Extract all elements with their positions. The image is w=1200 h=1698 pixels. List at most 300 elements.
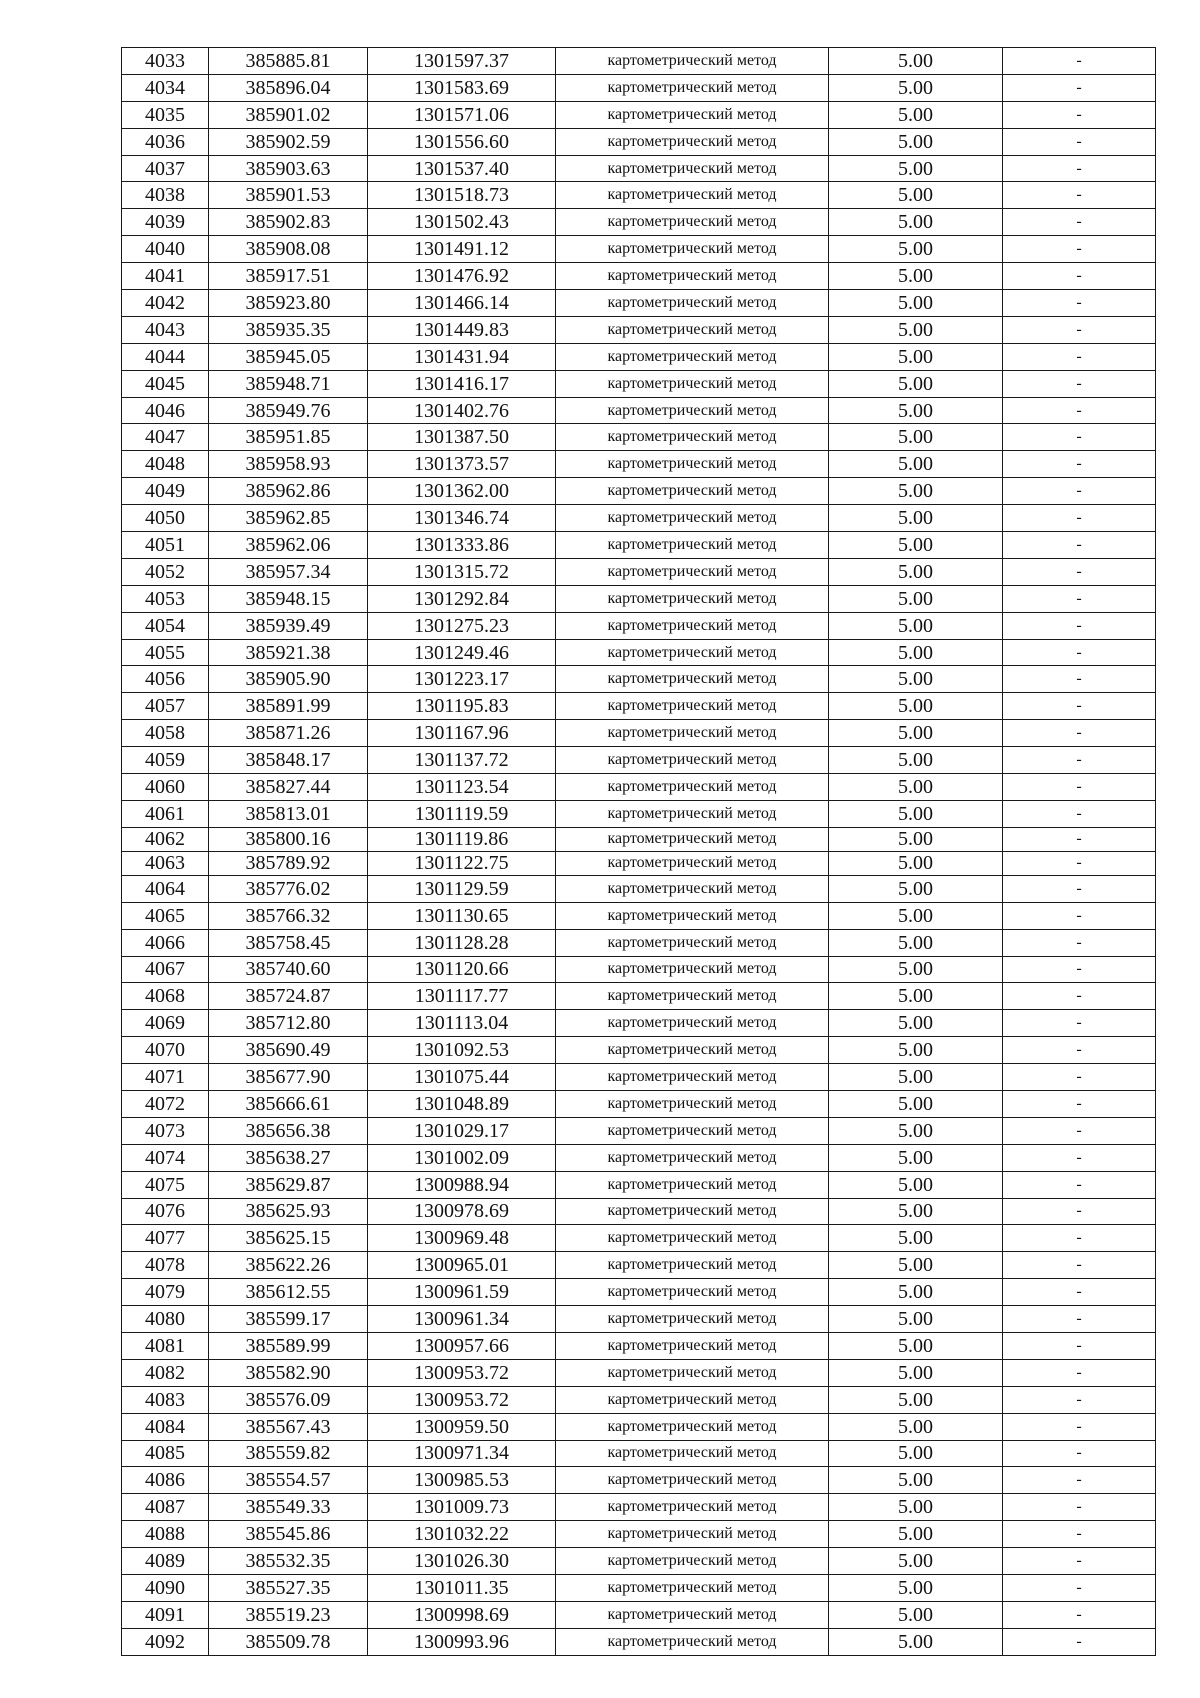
y-coordinate-cell: 1300959.50 — [368, 1413, 556, 1440]
accuracy-cell: 5.00 — [829, 774, 1003, 801]
method-cell: картометрический метод — [556, 1574, 829, 1601]
accuracy-cell: 5.00 — [829, 1252, 1003, 1279]
method-cell: картометрический метод — [556, 956, 829, 983]
method-cell: картометрический метод — [556, 1440, 829, 1467]
y-coordinate-cell: 1301223.17 — [368, 666, 556, 693]
x-coordinate-cell: 385599.17 — [209, 1306, 368, 1333]
table-row — [122, 532, 1156, 559]
accuracy-cell: 5.00 — [829, 800, 1003, 827]
table-row — [122, 263, 1156, 290]
method-cell: картометрический метод — [556, 1064, 829, 1091]
y-coordinate-cell: 1301556.60 — [368, 128, 556, 155]
y-coordinate-cell: 1301117.77 — [368, 983, 556, 1010]
table-row — [122, 1574, 1156, 1601]
table-row — [122, 1037, 1156, 1064]
method-cell: картометрический метод — [556, 929, 829, 956]
accuracy-cell: 5.00 — [829, 1332, 1003, 1359]
note-cell: - — [1003, 1494, 1156, 1521]
accuracy-cell: 5.00 — [829, 1225, 1003, 1252]
table-row — [122, 316, 1156, 343]
method-cell: картометрический метод — [556, 74, 829, 101]
point-number-cell: 4059 — [122, 747, 209, 774]
y-coordinate-cell: 1300993.96 — [368, 1628, 556, 1655]
y-coordinate-cell: 1301402.76 — [368, 397, 556, 424]
accuracy-cell: 5.00 — [829, 747, 1003, 774]
table-row — [122, 48, 1156, 75]
point-number-cell: 4070 — [122, 1037, 209, 1064]
x-coordinate-cell: 385948.15 — [209, 585, 368, 612]
method-cell: картометрический метод — [556, 505, 829, 532]
accuracy-cell: 5.00 — [829, 128, 1003, 155]
y-coordinate-cell: 1301502.43 — [368, 209, 556, 236]
y-coordinate-cell: 1301571.06 — [368, 101, 556, 128]
table-row — [122, 693, 1156, 720]
note-cell: - — [1003, 558, 1156, 585]
y-coordinate-cell: 1300971.34 — [368, 1440, 556, 1467]
table-row — [122, 424, 1156, 451]
table-row — [122, 155, 1156, 182]
x-coordinate-cell: 385891.99 — [209, 693, 368, 720]
y-coordinate-cell: 1301537.40 — [368, 155, 556, 182]
note-cell: - — [1003, 1064, 1156, 1091]
point-number-cell: 4084 — [122, 1413, 209, 1440]
accuracy-cell: 5.00 — [829, 639, 1003, 666]
x-coordinate-cell: 385921.38 — [209, 639, 368, 666]
note-cell: - — [1003, 612, 1156, 639]
table-row — [122, 902, 1156, 929]
x-coordinate-cell: 385962.85 — [209, 505, 368, 532]
y-coordinate-cell: 1301466.14 — [368, 290, 556, 317]
x-coordinate-cell: 385625.15 — [209, 1225, 368, 1252]
note-cell: - — [1003, 666, 1156, 693]
note-cell: - — [1003, 1037, 1156, 1064]
method-cell: картометрический метод — [556, 182, 829, 209]
note-cell: - — [1003, 693, 1156, 720]
y-coordinate-cell: 1300978.69 — [368, 1198, 556, 1225]
method-cell: картометрический метод — [556, 370, 829, 397]
y-coordinate-cell: 1300953.72 — [368, 1359, 556, 1386]
table-row — [122, 827, 1156, 851]
x-coordinate-cell: 385625.93 — [209, 1198, 368, 1225]
point-number-cell: 4058 — [122, 720, 209, 747]
x-coordinate-cell: 385917.51 — [209, 263, 368, 290]
accuracy-cell: 5.00 — [829, 558, 1003, 585]
x-coordinate-cell: 385905.90 — [209, 666, 368, 693]
x-coordinate-cell: 385638.27 — [209, 1144, 368, 1171]
x-coordinate-cell: 385582.90 — [209, 1359, 368, 1386]
method-cell: картометрический метод — [556, 343, 829, 370]
point-number-cell: 4033 — [122, 48, 209, 75]
method-cell: картометрический метод — [556, 1010, 829, 1037]
note-cell: - — [1003, 74, 1156, 101]
note-cell: - — [1003, 236, 1156, 263]
method-cell: картометрический метод — [556, 1090, 829, 1117]
point-number-cell: 4066 — [122, 929, 209, 956]
accuracy-cell: 5.00 — [829, 1064, 1003, 1091]
point-number-cell: 4073 — [122, 1117, 209, 1144]
point-number-cell: 4082 — [122, 1359, 209, 1386]
method-cell: картометрический метод — [556, 639, 829, 666]
accuracy-cell: 5.00 — [829, 612, 1003, 639]
note-cell: - — [1003, 532, 1156, 559]
note-cell: - — [1003, 1359, 1156, 1386]
method-cell: картометрический метод — [556, 1521, 829, 1548]
table-row — [122, 558, 1156, 585]
x-coordinate-cell: 385935.35 — [209, 316, 368, 343]
method-cell: картометрический метод — [556, 774, 829, 801]
table-row — [122, 1332, 1156, 1359]
table-row — [122, 1628, 1156, 1655]
x-coordinate-cell: 385740.60 — [209, 956, 368, 983]
note-cell: - — [1003, 585, 1156, 612]
note-cell: - — [1003, 316, 1156, 343]
note-cell: - — [1003, 1198, 1156, 1225]
y-coordinate-cell: 1301123.54 — [368, 774, 556, 801]
y-coordinate-cell: 1301026.30 — [368, 1548, 556, 1575]
note-cell: - — [1003, 1628, 1156, 1655]
point-number-cell: 4051 — [122, 532, 209, 559]
table-row — [122, 983, 1156, 1010]
table-row — [122, 1548, 1156, 1575]
note-cell: - — [1003, 1010, 1156, 1037]
y-coordinate-cell: 1301292.84 — [368, 585, 556, 612]
note-cell: - — [1003, 505, 1156, 532]
accuracy-cell: 5.00 — [829, 1548, 1003, 1575]
point-number-cell: 4047 — [122, 424, 209, 451]
method-cell: картометрический метод — [556, 1198, 829, 1225]
note-cell: - — [1003, 1413, 1156, 1440]
point-number-cell: 4053 — [122, 585, 209, 612]
accuracy-cell: 5.00 — [829, 720, 1003, 747]
x-coordinate-cell: 385962.86 — [209, 478, 368, 505]
y-coordinate-cell: 1301011.35 — [368, 1574, 556, 1601]
method-cell: картометрический метод — [556, 424, 829, 451]
accuracy-cell: 5.00 — [829, 585, 1003, 612]
coordinates-table — [121, 47, 1156, 1656]
method-cell: картометрический метод — [556, 1279, 829, 1306]
method-cell: картометрический метод — [556, 612, 829, 639]
table-row — [122, 182, 1156, 209]
table-row — [122, 666, 1156, 693]
method-cell: картометрический метод — [556, 1359, 829, 1386]
x-coordinate-cell: 385896.04 — [209, 74, 368, 101]
table-row — [122, 585, 1156, 612]
accuracy-cell: 5.00 — [829, 155, 1003, 182]
x-coordinate-cell: 385545.86 — [209, 1521, 368, 1548]
point-number-cell: 4067 — [122, 956, 209, 983]
note-cell: - — [1003, 424, 1156, 451]
accuracy-cell: 5.00 — [829, 1198, 1003, 1225]
note-cell: - — [1003, 929, 1156, 956]
table-row — [122, 128, 1156, 155]
note-cell: - — [1003, 983, 1156, 1010]
y-coordinate-cell: 1301029.17 — [368, 1117, 556, 1144]
table-row — [122, 1306, 1156, 1333]
point-number-cell: 4054 — [122, 612, 209, 639]
note-cell: - — [1003, 48, 1156, 75]
x-coordinate-cell: 385549.33 — [209, 1494, 368, 1521]
note-cell: - — [1003, 1548, 1156, 1575]
x-coordinate-cell: 385712.80 — [209, 1010, 368, 1037]
y-coordinate-cell: 1300988.94 — [368, 1171, 556, 1198]
note-cell: - — [1003, 639, 1156, 666]
table-row — [122, 451, 1156, 478]
method-cell: картометрический метод — [556, 875, 829, 902]
y-coordinate-cell: 1301092.53 — [368, 1037, 556, 1064]
x-coordinate-cell: 385871.26 — [209, 720, 368, 747]
accuracy-cell: 5.00 — [829, 1010, 1003, 1037]
y-coordinate-cell: 1300953.72 — [368, 1386, 556, 1413]
x-coordinate-cell: 385957.34 — [209, 558, 368, 585]
point-number-cell: 4048 — [122, 451, 209, 478]
point-number-cell: 4086 — [122, 1467, 209, 1494]
x-coordinate-cell: 385903.63 — [209, 155, 368, 182]
method-cell: картометрический метод — [556, 101, 829, 128]
method-cell: картометрический метод — [556, 1548, 829, 1575]
method-cell: картометрический метод — [556, 316, 829, 343]
method-cell: картометрический метод — [556, 1252, 829, 1279]
table-row — [122, 1144, 1156, 1171]
point-number-cell: 4055 — [122, 639, 209, 666]
method-cell: картометрический метод — [556, 902, 829, 929]
accuracy-cell: 5.00 — [829, 236, 1003, 263]
method-cell: картометрический метод — [556, 451, 829, 478]
point-number-cell: 4071 — [122, 1064, 209, 1091]
method-cell: картометрический метод — [556, 236, 829, 263]
point-number-cell: 4039 — [122, 209, 209, 236]
table-row — [122, 1117, 1156, 1144]
method-cell: картометрический метод — [556, 1413, 829, 1440]
x-coordinate-cell: 385758.45 — [209, 929, 368, 956]
accuracy-cell: 5.00 — [829, 1144, 1003, 1171]
x-coordinate-cell: 385589.99 — [209, 1332, 368, 1359]
accuracy-cell: 5.00 — [829, 451, 1003, 478]
point-number-cell: 4089 — [122, 1548, 209, 1575]
x-coordinate-cell: 385901.02 — [209, 101, 368, 128]
point-number-cell: 4037 — [122, 155, 209, 182]
x-coordinate-cell: 385766.32 — [209, 902, 368, 929]
table-row — [122, 639, 1156, 666]
method-cell: картометрический метод — [556, 48, 829, 75]
note-cell: - — [1003, 1252, 1156, 1279]
point-number-cell: 4081 — [122, 1332, 209, 1359]
y-coordinate-cell: 1301315.72 — [368, 558, 556, 585]
accuracy-cell: 5.00 — [829, 48, 1003, 75]
x-coordinate-cell: 385612.55 — [209, 1279, 368, 1306]
y-coordinate-cell: 1301119.59 — [368, 800, 556, 827]
method-cell: картометрический метод — [556, 1144, 829, 1171]
note-cell: - — [1003, 1171, 1156, 1198]
point-number-cell: 4072 — [122, 1090, 209, 1117]
method-cell: картометрический метод — [556, 478, 829, 505]
method-cell: картометрический метод — [556, 1225, 829, 1252]
x-coordinate-cell: 385951.85 — [209, 424, 368, 451]
table-row — [122, 1494, 1156, 1521]
accuracy-cell: 5.00 — [829, 397, 1003, 424]
table-row — [122, 74, 1156, 101]
x-coordinate-cell: 385776.02 — [209, 875, 368, 902]
x-coordinate-cell: 385656.38 — [209, 1117, 368, 1144]
point-number-cell: 4061 — [122, 800, 209, 827]
y-coordinate-cell: 1301583.69 — [368, 74, 556, 101]
x-coordinate-cell: 385958.93 — [209, 451, 368, 478]
table-row — [122, 774, 1156, 801]
point-number-cell: 4065 — [122, 902, 209, 929]
y-coordinate-cell: 1301167.96 — [368, 720, 556, 747]
x-coordinate-cell: 385923.80 — [209, 290, 368, 317]
note-cell: - — [1003, 1332, 1156, 1359]
point-number-cell: 4035 — [122, 101, 209, 128]
x-coordinate-cell: 385800.16 — [209, 827, 368, 851]
accuracy-cell: 5.00 — [829, 343, 1003, 370]
method-cell: картометрический метод — [556, 800, 829, 827]
x-coordinate-cell: 385949.76 — [209, 397, 368, 424]
y-coordinate-cell: 1301119.86 — [368, 827, 556, 851]
accuracy-cell: 5.00 — [829, 1467, 1003, 1494]
table-row — [122, 290, 1156, 317]
accuracy-cell: 5.00 — [829, 1386, 1003, 1413]
point-number-cell: 4038 — [122, 182, 209, 209]
y-coordinate-cell: 1301129.59 — [368, 875, 556, 902]
note-cell: - — [1003, 290, 1156, 317]
method-cell: картометрический метод — [556, 263, 829, 290]
method-cell: картометрический метод — [556, 290, 829, 317]
table-row — [122, 1064, 1156, 1091]
method-cell: картометрический метод — [556, 720, 829, 747]
note-cell: - — [1003, 209, 1156, 236]
y-coordinate-cell: 1301449.83 — [368, 316, 556, 343]
table-row — [122, 1010, 1156, 1037]
point-number-cell: 4091 — [122, 1601, 209, 1628]
note-cell: - — [1003, 1279, 1156, 1306]
accuracy-cell: 5.00 — [829, 1306, 1003, 1333]
point-number-cell: 4090 — [122, 1574, 209, 1601]
method-cell: картометрический метод — [556, 1117, 829, 1144]
y-coordinate-cell: 1301373.57 — [368, 451, 556, 478]
point-number-cell: 4069 — [122, 1010, 209, 1037]
y-coordinate-cell: 1300961.59 — [368, 1279, 556, 1306]
method-cell: картометрический метод — [556, 1386, 829, 1413]
note-cell: - — [1003, 1306, 1156, 1333]
x-coordinate-cell: 385690.49 — [209, 1037, 368, 1064]
method-cell: картометрический метод — [556, 1332, 829, 1359]
method-cell: картометрический метод — [556, 585, 829, 612]
note-cell: - — [1003, 902, 1156, 929]
y-coordinate-cell: 1301518.73 — [368, 182, 556, 209]
note-cell: - — [1003, 263, 1156, 290]
accuracy-cell: 5.00 — [829, 505, 1003, 532]
method-cell: картометрический метод — [556, 1467, 829, 1494]
point-number-cell: 4083 — [122, 1386, 209, 1413]
point-number-cell: 4087 — [122, 1494, 209, 1521]
table-row — [122, 1090, 1156, 1117]
method-cell: картометрический метод — [556, 1171, 829, 1198]
table-row — [122, 1440, 1156, 1467]
x-coordinate-cell: 385509.78 — [209, 1628, 368, 1655]
table-row — [122, 343, 1156, 370]
table-row — [122, 1225, 1156, 1252]
x-coordinate-cell: 385724.87 — [209, 983, 368, 1010]
note-cell: - — [1003, 128, 1156, 155]
note-cell: - — [1003, 397, 1156, 424]
x-coordinate-cell: 385908.08 — [209, 236, 368, 263]
accuracy-cell: 5.00 — [829, 1601, 1003, 1628]
table-row — [122, 612, 1156, 639]
y-coordinate-cell: 1301048.89 — [368, 1090, 556, 1117]
y-coordinate-cell: 1301387.50 — [368, 424, 556, 451]
method-cell: картометрический метод — [556, 558, 829, 585]
coordinates-table-body — [122, 48, 1156, 1656]
point-number-cell: 4050 — [122, 505, 209, 532]
x-coordinate-cell: 385901.53 — [209, 182, 368, 209]
accuracy-cell: 5.00 — [829, 316, 1003, 343]
note-cell: - — [1003, 1467, 1156, 1494]
point-number-cell: 4046 — [122, 397, 209, 424]
accuracy-cell: 5.00 — [829, 1171, 1003, 1198]
x-coordinate-cell: 385902.59 — [209, 128, 368, 155]
y-coordinate-cell: 1301075.44 — [368, 1064, 556, 1091]
method-cell: картометрический метод — [556, 1601, 829, 1628]
point-number-cell: 4034 — [122, 74, 209, 101]
x-coordinate-cell: 385622.26 — [209, 1252, 368, 1279]
note-cell: - — [1003, 1225, 1156, 1252]
x-coordinate-cell: 385945.05 — [209, 343, 368, 370]
table-row — [122, 1467, 1156, 1494]
x-coordinate-cell: 385827.44 — [209, 774, 368, 801]
table-row — [122, 1171, 1156, 1198]
point-number-cell: 4078 — [122, 1252, 209, 1279]
note-cell: - — [1003, 720, 1156, 747]
point-number-cell: 4088 — [122, 1521, 209, 1548]
accuracy-cell: 5.00 — [829, 424, 1003, 451]
y-coordinate-cell: 1301476.92 — [368, 263, 556, 290]
point-number-cell: 4060 — [122, 774, 209, 801]
table-row — [122, 478, 1156, 505]
table-row — [122, 1413, 1156, 1440]
accuracy-cell: 5.00 — [829, 290, 1003, 317]
method-cell: картометрический метод — [556, 1306, 829, 1333]
note-cell: - — [1003, 774, 1156, 801]
method-cell: картометрический метод — [556, 983, 829, 1010]
method-cell: картометрический метод — [556, 397, 829, 424]
point-number-cell: 4057 — [122, 693, 209, 720]
y-coordinate-cell: 1301597.37 — [368, 48, 556, 75]
method-cell: картометрический метод — [556, 851, 829, 875]
y-coordinate-cell: 1300998.69 — [368, 1601, 556, 1628]
y-coordinate-cell: 1300965.01 — [368, 1252, 556, 1279]
note-cell: - — [1003, 343, 1156, 370]
accuracy-cell: 5.00 — [829, 1574, 1003, 1601]
point-number-cell: 4041 — [122, 263, 209, 290]
y-coordinate-cell: 1301113.04 — [368, 1010, 556, 1037]
method-cell: картометрический метод — [556, 532, 829, 559]
y-coordinate-cell: 1301431.94 — [368, 343, 556, 370]
point-number-cell: 4068 — [122, 983, 209, 1010]
accuracy-cell: 5.00 — [829, 956, 1003, 983]
accuracy-cell: 5.00 — [829, 209, 1003, 236]
table-row — [122, 720, 1156, 747]
table-row — [122, 875, 1156, 902]
point-number-cell: 4056 — [122, 666, 209, 693]
accuracy-cell: 5.00 — [829, 983, 1003, 1010]
x-coordinate-cell: 385527.35 — [209, 1574, 368, 1601]
y-coordinate-cell: 1301195.83 — [368, 693, 556, 720]
y-coordinate-cell: 1301137.72 — [368, 747, 556, 774]
table-row — [122, 800, 1156, 827]
point-number-cell: 4062 — [122, 827, 209, 851]
table-row — [122, 1279, 1156, 1306]
accuracy-cell: 5.00 — [829, 666, 1003, 693]
